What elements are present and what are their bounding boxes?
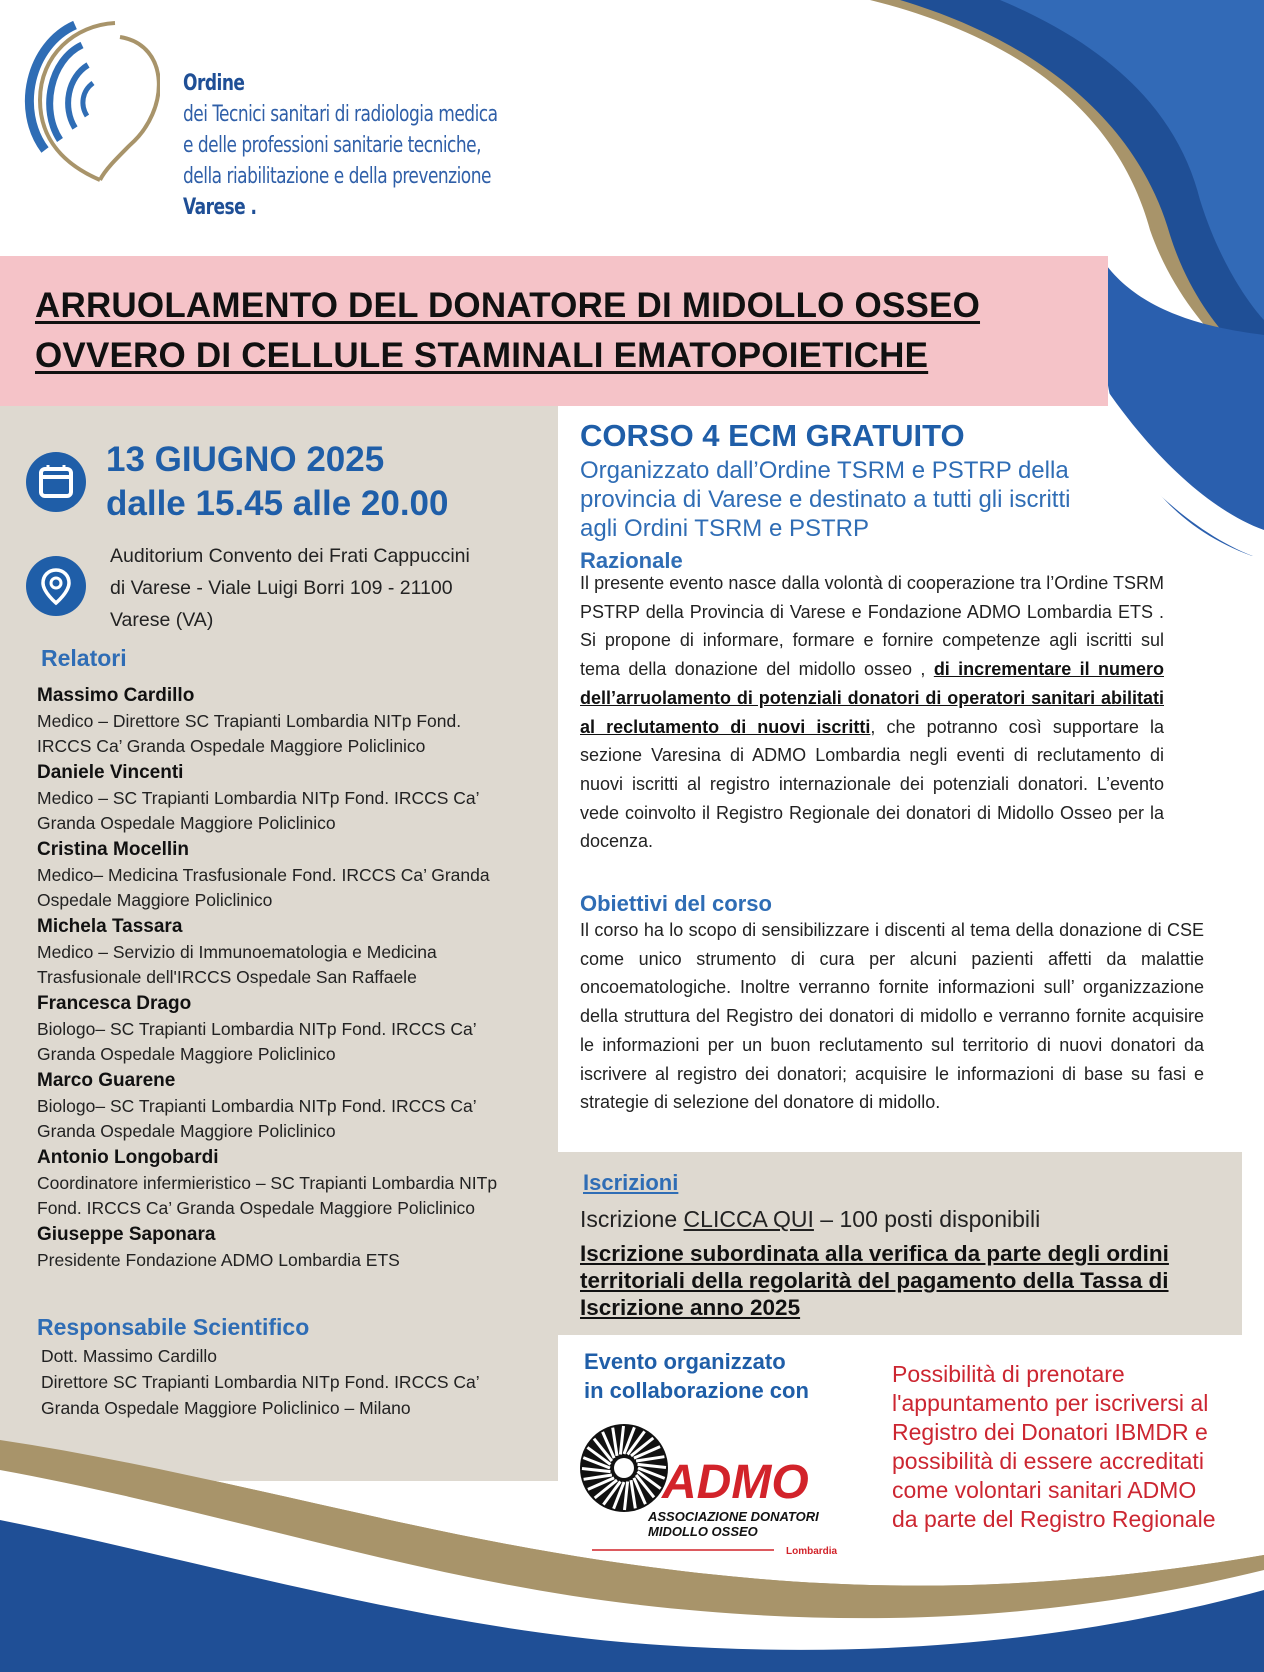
speaker-role: Medico – Direttore SC Trapianti Lombardia NITp Fond. [37,711,462,731]
event-time: dalle 15.45 alle 20.00 [106,484,449,523]
speaker-item [37,913,552,990]
registration-heading: Iscrizioni [583,1170,679,1195]
title-line-1: ARRUOLAMENTO DEL DONATORE DI MIDOLLO OSSEO [35,286,981,325]
speaker-name: Massimo Cardillo [37,685,195,706]
speaker-name: Cristina Mocellin [37,839,190,860]
speaker-role: Coordinatore infermieristico – SC Trapianti Lombardia NITp [37,1173,498,1193]
rationale-text [580,569,1164,856]
scientific-line-2: Direttore SC Trapianti Lombardia NITp Fond. IRCCS Ca’ [41,1372,480,1392]
registration-prefix: Iscrizione [580,1206,684,1232]
rationale-heading: Razionale [580,548,683,573]
course-organizer: Organizzato dall’Ordine TSRM e PSTRP della provincia di Varese e destinato a tutti gli iscritti agli Ordini TSRM e PSTRP [580,457,1071,542]
admo-sub-2: MIDOLLO OSSEO [648,1524,758,1539]
speaker-role: IRCCS Ca’ Granda Ospedale Maggiore Policlinico [37,736,426,756]
address-line-3: Varese (VA) [110,609,214,631]
org-line-2: dei Tecnici sanitari di radiologia medica [183,102,498,127]
speaker-item [37,1144,552,1221]
speaker-role: Presidente Fondazione ADMO Lombardia ETS [37,1250,400,1270]
admo-sub-1: ASSOCIAZIONE DONATORI [648,1509,819,1524]
speaker-item [37,990,552,1067]
speaker-role: Ospedale Maggiore Policlinico [37,890,273,910]
speaker-item [37,682,552,759]
booking-note: Possibilità di prenotare l'appuntamento per iscriversi al Registro dei Donatori IBMDR e possibilità di essere accreditati come volontari sanitari ADMO da parte del Registro Regionale [892,1361,1216,1532]
speaker-name: Giuseppe Saponara [37,1224,216,1245]
scientific-line-3: Granda Ospedale Maggiore Policlinico – Milano [41,1398,411,1418]
speaker-role: Medico – Servizio di Immunoematologia e Medicina [37,942,437,962]
title-line-2: OVVERO DI CELLULE STAMINALI EMATOPOIETICHE [35,336,929,375]
scientific-line-1: Dott. Massimo Cardillo [41,1346,218,1366]
map-pin-icon [26,556,86,616]
org-line-3: e delle professioni sanitarie tecniche, [183,133,482,158]
collaboration-label [584,1347,809,1405]
scientific-heading: Responsabile Scientifico [37,1314,310,1340]
registration-line [580,1206,1040,1233]
objectives-text: Il corso ha lo scopo di sensibilizzare i discenti al tema della donazione di CSE come unico strumento di cura per alcuni pazienti affetti da malattie oncoematologiche. Inoltre verranno fornite informazioni sull’ organizzazione della struttura del Registro dei donatori di midollo e verranno fornite acquisire le informazioni per un buon reclutamento sul territorio di nuovi donatori da iscrivere al registro dei donatori; acquisire le informazioni di base su fasi e strategie di selezione del donatore di midollo. [580,920,1204,1113]
registration-seats: – 100 posti disponibili [813,1206,1041,1232]
event-date: 13 GIUGNO 2025 [106,440,385,479]
speaker-role: Medico– Medicina Trasfusionale Fond. IRCCS Ca’ Granda [37,865,490,885]
register-link[interactable]: CLICCA QUI [683,1206,814,1232]
org-line-1: Ordine [183,71,245,96]
speaker-name: Marco Guarene [37,1070,176,1091]
rationale-text-end: , che potranno così supportare la sezione Varesina di ADMO Lombardia negli eventi di reclutamento di nuovi iscritti al registro internazionale dei potenziali donatori. L’evento vede coinvolto il Registro Regionale dei donatori di Midollo Osseo per la docenza. [580,716,1164,852]
speaker-item [37,1067,552,1144]
speaker-role: Granda Ospedale Maggiore Policlinico [37,1121,336,1141]
speaker-item [37,836,552,913]
address-line-1: Auditorium Convento dei Frati Cappuccini [110,545,470,567]
collaboration-line-2: in collaborazione con [584,1378,809,1403]
speaker-role: Medico – SC Trapianti Lombardia NITp Fond. IRCCS Ca’ [37,788,480,808]
speaker-name: Antonio Longobardi [37,1147,219,1168]
org-line-5: Varese . [183,195,257,220]
speaker-role: Trasfusionale dell'IRCCS Ospedale San Raffaele [37,967,417,987]
speakers-heading: Relatori [41,645,127,671]
speaker-role: Biologo– SC Trapianti Lombardia NITp Fond. IRCCS Ca’ [37,1096,477,1116]
speaker-name: Daniele Vincenti [37,762,184,783]
org-line-4: della riabilitazione e della prevenzione [183,164,491,189]
admo-logo [578,1418,848,1560]
speaker-name: Francesca Drago [37,993,192,1014]
objectives-heading: Obiettivi del corso [580,891,772,916]
registration-note: Iscrizione subordinata alla verifica da parte degli ordini territoriali della regolarità del pagamento della Tassa di Iscrizione anno 2025 [580,1241,1169,1320]
collaboration-line-1: Evento organizzato [584,1349,786,1374]
speaker-role: Biologo– SC Trapianti Lombardia NITp Fond. IRCCS Ca’ [37,1019,477,1039]
speaker-role: Granda Ospedale Maggiore Policlinico [37,813,336,833]
calendar-icon [26,452,86,512]
speaker-item [37,1221,552,1273]
rationale-text-start: Il presente evento nasce dalla volontà di cooperazione tra l’Ordine TSRM PSTRP della Provincia di Varese e Fondazione ADMO Lombardia ETS . Si propone di informare, formare e fornire competenze agli iscritti sul tema della donazione del midollo osseo , [580,573,1164,680]
speaker-item [37,759,552,836]
rationale-emphasis: di incrementare il numero dell’arruolamento di potenziali donatori di operatori sanitari abilitati al reclutamento di nuovi iscritti [580,659,1164,737]
speaker-name: Michela Tassara [37,916,183,937]
speaker-role: Fond. IRCCS Ca’ Granda Ospedale Maggiore Policlinico [37,1198,476,1218]
title-band [0,256,1108,406]
course-title: CORSO 4 ECM GRATUITO [580,418,965,453]
address-line-2: di Varese - Viale Luigi Borri 109 - 21100 [110,577,453,599]
ordine-logo-icon [20,15,160,190]
admo-brand: ADMO [662,1456,809,1509]
speakers-list [37,682,552,1273]
organization-name [183,68,583,223]
admo-region: Lombardia [786,1546,838,1557]
speaker-role: Granda Ospedale Maggiore Policlinico [37,1044,336,1064]
